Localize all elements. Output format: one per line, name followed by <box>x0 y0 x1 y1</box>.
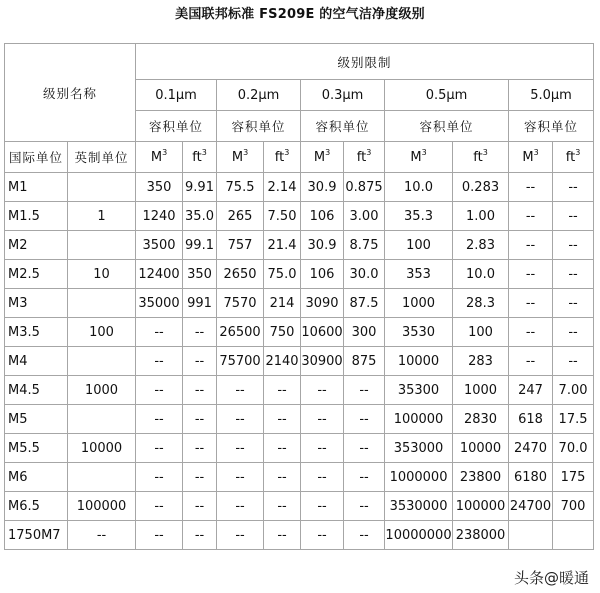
limit-value-cell: 875 <box>344 347 385 376</box>
cubic-meter-unit <box>509 142 553 173</box>
si-class-cell: M1 <box>5 173 68 202</box>
limit-value-cell: 10.0 <box>453 260 509 289</box>
limit-value-cell: -- <box>301 463 344 492</box>
limit-value-cell: 300 <box>344 318 385 347</box>
unit-exponent: 3 <box>201 147 207 157</box>
limit-value-cell: 17.5 <box>553 405 594 434</box>
limit-value-cell: -- <box>553 318 594 347</box>
limit-value-cell: 3500 <box>136 231 183 260</box>
limit-value-cell: 30.0 <box>344 260 385 289</box>
table-row <box>5 260 594 289</box>
limit-value-cell: 2830 <box>453 405 509 434</box>
english-class-cell <box>68 289 136 318</box>
limit-value-cell: -- <box>183 521 217 550</box>
limit-value-cell: -- <box>301 521 344 550</box>
limit-value-cell: -- <box>136 434 183 463</box>
limit-value-cell: 24700 <box>509 492 553 521</box>
english-class-cell: 100000 <box>68 492 136 521</box>
limit-value-cell: -- <box>509 173 553 202</box>
limit-value-cell: 28.3 <box>453 289 509 318</box>
limit-value-cell: -- <box>509 260 553 289</box>
limit-value-cell: 106 <box>301 260 344 289</box>
limit-value-cell: 9.91 <box>183 173 217 202</box>
unit-base: M <box>522 149 534 165</box>
limit-value-cell: -- <box>301 405 344 434</box>
grade-limit-header: 级别限制 <box>136 44 594 80</box>
limit-value-cell: -- <box>264 434 301 463</box>
cubic-foot-unit <box>453 142 509 173</box>
limit-value-cell: 3530000 <box>385 492 453 521</box>
table-row <box>5 202 594 231</box>
size-header-0-1: 0.1μm <box>136 80 217 111</box>
table-row <box>5 376 594 405</box>
limit-value-cell: -- <box>183 434 217 463</box>
limit-value-cell: 1000 <box>453 376 509 405</box>
size-header-0-3: 0.3μm <box>301 80 385 111</box>
limit-value-cell: -- <box>136 318 183 347</box>
grade-name-header: 级别名称 <box>5 44 136 142</box>
limit-value-cell: -- <box>509 289 553 318</box>
limit-value-cell: 7570 <box>217 289 264 318</box>
unit-exponent: 3 <box>284 147 290 157</box>
limit-value-cell: 2470 <box>509 434 553 463</box>
cubic-foot-unit <box>264 142 301 173</box>
si-class-cell: M5 <box>5 405 68 434</box>
limit-value-cell: 10.0 <box>385 173 453 202</box>
limit-value-cell: -- <box>509 231 553 260</box>
cubic-foot-unit <box>553 142 594 173</box>
limit-value-cell: 350 <box>183 260 217 289</box>
limit-value-cell: -- <box>344 405 385 434</box>
si-class-cell: M4 <box>5 347 68 376</box>
limit-value-cell: 0.875 <box>344 173 385 202</box>
limit-value-cell: -- <box>301 434 344 463</box>
limit-value-cell: 2.83 <box>453 231 509 260</box>
si-class-cell: M1.5 <box>5 202 68 231</box>
limit-value-cell: 1240 <box>136 202 183 231</box>
limit-value-cell: 700 <box>553 492 594 521</box>
cleanliness-class-table <box>4 43 594 550</box>
unit-base: ft <box>565 149 576 165</box>
limit-value-cell: 100000 <box>385 405 453 434</box>
english-class-cell: 10000 <box>68 434 136 463</box>
limit-value-cell: 350 <box>136 173 183 202</box>
limit-value-cell: 3.00 <box>344 202 385 231</box>
limit-value-cell: -- <box>553 347 594 376</box>
limit-value-cell: 1000000 <box>385 463 453 492</box>
volume-unit-label: 容积单位 <box>385 111 509 142</box>
limit-value-cell: -- <box>509 202 553 231</box>
limit-value-cell: 3530 <box>385 318 453 347</box>
limit-value-cell: 87.5 <box>344 289 385 318</box>
limit-value-cell: 1.00 <box>453 202 509 231</box>
limit-value-cell: 100 <box>453 318 509 347</box>
limit-value-cell: 353000 <box>385 434 453 463</box>
english-class-cell <box>68 173 136 202</box>
cubic-meter-unit <box>385 142 453 173</box>
limit-value-cell: 7.00 <box>553 376 594 405</box>
table-row <box>5 521 594 550</box>
si-class-cell: M4.5 <box>5 376 68 405</box>
english-class-cell <box>68 347 136 376</box>
limit-value-cell: 35.0 <box>183 202 217 231</box>
limit-value-cell: -- <box>344 463 385 492</box>
limit-value-cell: -- <box>264 492 301 521</box>
unit-exponent: 3 <box>533 147 539 157</box>
unit-base: ft <box>356 149 367 165</box>
limit-value-cell: 3090 <box>301 289 344 318</box>
limit-value-cell: -- <box>183 376 217 405</box>
si-class-cell: M3 <box>5 289 68 318</box>
english-class-cell: 100 <box>68 318 136 347</box>
limit-value-cell: 6180 <box>509 463 553 492</box>
unit-exponent: 3 <box>575 147 581 157</box>
table-row <box>5 231 594 260</box>
volume-unit-label: 容积单位 <box>509 111 594 142</box>
unit-base: ft <box>192 149 202 165</box>
limit-value-cell: -- <box>509 318 553 347</box>
table-row <box>5 347 594 376</box>
unit-exponent: 3 <box>162 147 168 157</box>
si-class-cell: M6.5 <box>5 492 68 521</box>
table-row <box>5 492 594 521</box>
limit-value-cell: -- <box>136 405 183 434</box>
limit-value-cell: 1000 <box>385 289 453 318</box>
limit-value-cell: 750 <box>264 318 301 347</box>
si-class-cell: 1750M7 <box>5 521 68 550</box>
limit-value-cell: -- <box>217 434 264 463</box>
limit-value-cell: 100000 <box>453 492 509 521</box>
limit-value-cell: 35300 <box>385 376 453 405</box>
limit-value-cell: -- <box>136 463 183 492</box>
limit-value-cell: 214 <box>264 289 301 318</box>
unit-exponent: 3 <box>421 147 427 157</box>
si-class-cell: M5.5 <box>5 434 68 463</box>
limit-value-cell: -- <box>183 463 217 492</box>
limit-value-cell: 2.14 <box>264 173 301 202</box>
limit-value-cell: 30900 <box>301 347 344 376</box>
limit-value-cell: 35.3 <box>385 202 453 231</box>
limit-value-cell: -- <box>344 521 385 550</box>
limit-value-cell: 75700 <box>217 347 264 376</box>
limit-value-cell: 35000 <box>136 289 183 318</box>
limit-value-cell: -- <box>553 173 594 202</box>
limit-value-cell: 106 <box>301 202 344 231</box>
limit-value-cell: -- <box>217 521 264 550</box>
limit-value-cell: 10000000 <box>385 521 453 550</box>
limit-value-cell: -- <box>264 405 301 434</box>
limit-value-cell: -- <box>264 376 301 405</box>
table-row <box>5 405 594 434</box>
limit-value-cell: -- <box>217 492 264 521</box>
watermark: 头条@暖通 <box>508 567 600 589</box>
unit-exponent: 3 <box>325 147 331 157</box>
size-header-0-5: 0.5μm <box>385 80 509 111</box>
limit-value-cell: 991 <box>183 289 217 318</box>
unit-base: M <box>231 149 244 165</box>
table-row <box>5 463 594 492</box>
limit-value-cell: -- <box>553 289 594 318</box>
limit-value-cell: 618 <box>509 405 553 434</box>
si-unit-header: 国际单位 <box>5 142 68 173</box>
limit-value-cell: -- <box>136 347 183 376</box>
unit-base: ft <box>274 149 285 165</box>
limit-value-cell: 26500 <box>217 318 264 347</box>
table-row <box>5 434 594 463</box>
limit-value-cell: -- <box>264 521 301 550</box>
limit-value-cell: -- <box>301 492 344 521</box>
limit-value-cell: -- <box>217 405 264 434</box>
cubic-meter-unit <box>217 142 264 173</box>
limit-value-cell: -- <box>217 463 264 492</box>
limit-value-cell: -- <box>344 376 385 405</box>
table-title: 美国联邦标准 FS209E 的空气洁净度级别 <box>175 7 425 22</box>
limit-value-cell: 10000 <box>385 347 453 376</box>
limit-value-cell: -- <box>183 405 217 434</box>
unit-exponent: 3 <box>482 147 488 157</box>
english-class-cell: -- <box>68 521 136 550</box>
limit-value-cell: 70.0 <box>553 434 594 463</box>
limit-value-cell: 12400 <box>136 260 183 289</box>
si-class-cell: M2.5 <box>5 260 68 289</box>
limit-value-cell: -- <box>136 521 183 550</box>
unit-base: ft <box>473 149 483 165</box>
volume-unit-label: 容积单位 <box>136 111 217 142</box>
english-class-cell: 10 <box>68 260 136 289</box>
unit-base: M <box>313 149 326 165</box>
limit-value-cell <box>509 521 553 550</box>
english-class-cell: 1000 <box>68 376 136 405</box>
table-row <box>5 173 594 202</box>
limit-value-cell: -- <box>136 376 183 405</box>
limit-value-cell: 75.5 <box>217 173 264 202</box>
si-class-cell: M6 <box>5 463 68 492</box>
cubic-foot-unit <box>183 142 217 173</box>
limit-value-cell: 7.50 <box>264 202 301 231</box>
english-class-cell <box>68 405 136 434</box>
limit-value-cell: 21.4 <box>264 231 301 260</box>
limit-value-cell: -- <box>183 318 217 347</box>
limit-value-cell: 23800 <box>453 463 509 492</box>
limit-value-cell: 10000 <box>453 434 509 463</box>
english-class-cell: 1 <box>68 202 136 231</box>
limit-value-cell: 757 <box>217 231 264 260</box>
table-row <box>5 318 594 347</box>
limit-value-cell: 2650 <box>217 260 264 289</box>
limit-value-cell: -- <box>344 434 385 463</box>
table-row <box>5 289 594 318</box>
unit-base: M <box>150 149 163 165</box>
limit-value-cell: 10600 <box>301 318 344 347</box>
cubic-meter-unit <box>136 142 183 173</box>
limit-value-cell: -- <box>183 492 217 521</box>
limit-value-cell: 100 <box>385 231 453 260</box>
limit-value-cell: 30.9 <box>301 231 344 260</box>
limit-value-cell: -- <box>553 202 594 231</box>
limit-value-cell: -- <box>136 492 183 521</box>
unit-base: M <box>410 149 422 165</box>
limit-value-cell: -- <box>301 376 344 405</box>
limit-value-cell: 175 <box>553 463 594 492</box>
limit-value-cell: -- <box>553 231 594 260</box>
limit-value-cell: 2140 <box>264 347 301 376</box>
cubic-meter-unit <box>301 142 344 173</box>
si-class-cell: M2 <box>5 231 68 260</box>
unit-exponent: 3 <box>243 147 249 157</box>
limit-value-cell: -- <box>553 260 594 289</box>
volume-unit-label: 容积单位 <box>301 111 385 142</box>
unit-exponent: 3 <box>366 147 372 157</box>
english-unit-header: 英制单位 <box>68 142 136 173</box>
limit-value-cell: 30.9 <box>301 173 344 202</box>
limit-value-cell: 75.0 <box>264 260 301 289</box>
limit-value-cell: -- <box>264 463 301 492</box>
limit-value-cell: 283 <box>453 347 509 376</box>
limit-value-cell <box>553 521 594 550</box>
limit-value-cell: 8.75 <box>344 231 385 260</box>
limit-value-cell: 353 <box>385 260 453 289</box>
english-class-cell <box>68 231 136 260</box>
limit-value-cell: -- <box>183 347 217 376</box>
size-header-5-0: 5.0μm <box>509 80 594 111</box>
volume-unit-label: 容积单位 <box>217 111 301 142</box>
limit-value-cell: 99.1 <box>183 231 217 260</box>
limit-value-cell: 265 <box>217 202 264 231</box>
limit-value-cell: -- <box>344 492 385 521</box>
si-class-cell: M3.5 <box>5 318 68 347</box>
limit-value-cell: -- <box>217 376 264 405</box>
english-class-cell <box>68 463 136 492</box>
cubic-foot-unit <box>344 142 385 173</box>
limit-value-cell: -- <box>509 347 553 376</box>
limit-value-cell: 0.283 <box>453 173 509 202</box>
limit-value-cell: 247 <box>509 376 553 405</box>
limit-value-cell: 238000 <box>453 521 509 550</box>
size-header-0-2: 0.2μm <box>217 80 301 111</box>
